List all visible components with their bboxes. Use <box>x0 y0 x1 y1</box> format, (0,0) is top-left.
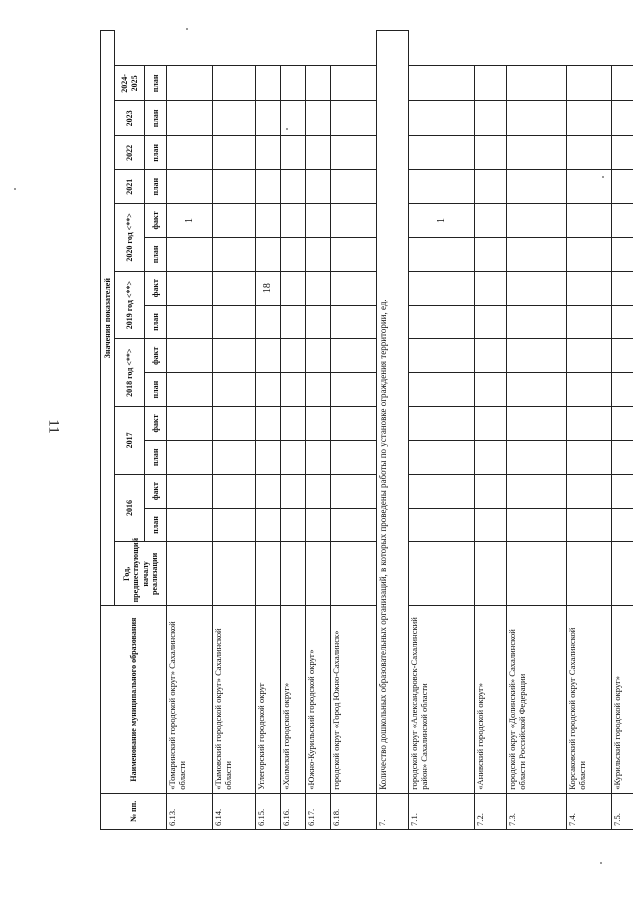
scan-speck <box>186 28 188 30</box>
value-2019-plan <box>612 305 633 339</box>
value-base-year <box>612 542 633 606</box>
value-2020-fact <box>306 204 331 238</box>
value-base-year <box>256 542 281 606</box>
value-2018-plan <box>409 373 475 407</box>
table-body-top <box>167 31 377 830</box>
value-2017-plan <box>256 440 281 474</box>
scan-speck <box>600 862 602 864</box>
value-2022-plan <box>567 136 612 170</box>
table-row <box>475 31 507 830</box>
table-row <box>306 31 331 830</box>
scan-speck <box>286 128 288 130</box>
header-fact: факт <box>145 204 167 238</box>
value-2018-fact <box>567 339 612 373</box>
value-2016-plan <box>306 508 331 542</box>
value-2021-plan <box>306 170 331 204</box>
value-2018-plan <box>256 373 281 407</box>
header-name: Наименование муниципального образования <box>101 606 167 793</box>
value-2019-fact <box>612 271 633 305</box>
row-number: 7.1. <box>409 793 475 829</box>
value-2019-fact <box>409 271 475 305</box>
row-number: 6.18. <box>331 793 377 829</box>
value-2019-fact <box>567 271 612 305</box>
value-2024-2025-plan <box>475 66 507 101</box>
header-year-2016: 2016 <box>115 474 145 542</box>
value-2021-plan <box>567 170 612 204</box>
value-2020-fact <box>331 204 377 238</box>
value-2016-fact <box>306 474 331 508</box>
value-2019-plan <box>567 305 612 339</box>
row-number: 6.15. <box>256 793 281 829</box>
municipality-name: «Томаринский городской округ» Сахалинской области <box>167 606 213 793</box>
value-2016-plan <box>567 508 612 542</box>
value-base-year <box>306 542 331 606</box>
value-2018-plan <box>167 373 213 407</box>
value-2024-2025-plan <box>331 66 377 101</box>
header-plan: план <box>145 440 167 474</box>
value-2019-plan <box>167 305 213 339</box>
value-2016-plan <box>256 508 281 542</box>
value-2020-plan <box>331 237 377 271</box>
value-2020-plan <box>281 237 306 271</box>
value-2019-fact <box>167 271 213 305</box>
header-plan: план <box>145 170 167 204</box>
value-2016-fact <box>475 474 507 508</box>
value-2016-fact <box>167 474 213 508</box>
value-2019-plan <box>256 305 281 339</box>
value-2018-fact <box>475 339 507 373</box>
value-2017-fact <box>409 407 475 441</box>
value-2021-plan <box>409 170 475 204</box>
value-2020-plan <box>507 237 567 271</box>
value-2017-plan <box>475 440 507 474</box>
value-2016-plan <box>612 508 633 542</box>
value-2017-plan <box>409 440 475 474</box>
value-2016-fact <box>507 474 567 508</box>
value-2022-plan <box>409 136 475 170</box>
value-2022-plan <box>213 136 256 170</box>
page-number: 11 <box>45 419 62 434</box>
value-2019-fact <box>213 271 256 305</box>
value-2016-fact <box>567 474 612 508</box>
value-2021-plan <box>331 170 377 204</box>
value-2017-plan <box>213 440 256 474</box>
value-2017-plan <box>567 440 612 474</box>
value-2019-plan <box>331 305 377 339</box>
header-plan: план <box>145 101 167 136</box>
value-2023-plan <box>281 101 306 136</box>
table-row <box>507 31 567 830</box>
value-2018-fact <box>507 339 567 373</box>
value-2017-plan <box>331 440 377 474</box>
value-2021-plan <box>167 170 213 204</box>
row-number: 7.3. <box>507 793 567 829</box>
section-7 <box>377 31 409 830</box>
row-number: 6.13. <box>167 793 213 829</box>
value-2018-fact <box>612 339 633 373</box>
value-2023-plan <box>167 101 213 136</box>
header-year-2024-2025: 2024-2025 <box>115 66 145 101</box>
header-plan: план <box>145 66 167 101</box>
municipality-name: Углегорский городской округ <box>256 606 281 793</box>
value-2018-plan <box>475 373 507 407</box>
value-2021-plan <box>256 170 281 204</box>
value-2020-fact <box>281 204 306 238</box>
value-base-year <box>331 542 377 606</box>
header-plan: план <box>145 373 167 407</box>
table-row <box>612 31 633 830</box>
value-2022-plan <box>507 136 567 170</box>
value-2018-fact <box>281 339 306 373</box>
value-2018-plan <box>331 373 377 407</box>
value-2018-plan <box>612 373 633 407</box>
value-2021-plan <box>475 170 507 204</box>
value-2024-2025-plan <box>306 66 331 101</box>
value-2020-plan <box>167 237 213 271</box>
value-2017-fact <box>306 407 331 441</box>
value-2017-fact <box>475 407 507 441</box>
header-fact: факт <box>145 271 167 305</box>
value-2023-plan <box>409 101 475 136</box>
municipality-name: «Холмский городской округ» <box>281 606 306 793</box>
table-row <box>281 31 306 830</box>
value-2023-plan <box>256 101 281 136</box>
section-title: Количество дошкольных образовательных организаций, в которых проведены работы по установке ограждения территории, ед. <box>377 31 409 794</box>
rotated-table-wrapper <box>100 30 622 830</box>
header-plan: план <box>145 237 167 271</box>
value-2022-plan <box>167 136 213 170</box>
value-2017-plan <box>507 440 567 474</box>
value-2024-2025-plan <box>612 66 633 101</box>
value-2019-plan <box>281 305 306 339</box>
table-row <box>409 31 475 830</box>
value-2016-plan <box>213 508 256 542</box>
header-year-2019: 2019 год <**> <box>115 271 145 339</box>
value-2023-plan <box>507 101 567 136</box>
value-2023-plan <box>612 101 633 136</box>
header-year-2018: 2018 год <**> <box>115 339 145 407</box>
value-2019-fact: 18 <box>256 271 281 305</box>
row-number: 7.2. <box>475 793 507 829</box>
table-row <box>213 31 256 830</box>
value-2017-fact <box>612 407 633 441</box>
value-2022-plan <box>256 136 281 170</box>
table-row <box>567 31 612 830</box>
header-fact: факт <box>145 407 167 441</box>
value-2019-plan <box>507 305 567 339</box>
value-2020-fact <box>567 204 612 238</box>
value-2020-plan <box>612 237 633 271</box>
header-year-2022: 2022 <box>115 136 145 170</box>
municipality-name: городской округ «Александровск-Сахалинский район» Сахалинской области <box>409 606 475 793</box>
value-2023-plan <box>331 101 377 136</box>
value-2024-2025-plan <box>409 66 475 101</box>
value-2020-fact <box>612 204 633 238</box>
value-2021-plan <box>612 170 633 204</box>
value-2018-plan <box>281 373 306 407</box>
header-base-year: Год, предшествующий началу реализации <box>115 542 167 606</box>
value-2019-plan <box>409 305 475 339</box>
value-2019-fact <box>331 271 377 305</box>
value-2018-fact <box>331 339 377 373</box>
value-2018-plan <box>507 373 567 407</box>
municipality-name: Корсаковский городской округ Сахалинской области <box>567 606 612 793</box>
value-2016-plan <box>409 508 475 542</box>
table-row <box>331 31 377 830</box>
value-2020-plan <box>409 237 475 271</box>
value-2019-fact <box>475 271 507 305</box>
section-num: 7. <box>377 793 409 829</box>
value-2020-fact <box>475 204 507 238</box>
value-2016-fact <box>281 474 306 508</box>
value-2020-plan <box>306 237 331 271</box>
value-2017-fact <box>256 407 281 441</box>
table-row <box>167 31 213 830</box>
value-2019-fact <box>507 271 567 305</box>
table-body-bottom <box>409 31 633 830</box>
value-2018-fact <box>306 339 331 373</box>
value-2017-plan <box>306 440 331 474</box>
value-2018-plan <box>306 373 331 407</box>
header-plan: план <box>145 136 167 170</box>
value-2020-plan <box>256 237 281 271</box>
value-2017-fact <box>567 407 612 441</box>
value-2024-2025-plan <box>167 66 213 101</box>
value-2019-plan <box>306 305 331 339</box>
value-base-year <box>507 542 567 606</box>
value-2022-plan <box>475 136 507 170</box>
value-2021-plan <box>213 170 256 204</box>
value-2019-fact <box>281 271 306 305</box>
header-fact: факт <box>145 474 167 508</box>
value-2020-fact: 1 <box>409 204 475 238</box>
value-2021-plan <box>281 170 306 204</box>
value-2020-fact: 1 <box>167 204 213 238</box>
value-base-year <box>281 542 306 606</box>
value-base-year <box>213 542 256 606</box>
header-year-2021: 2021 <box>115 170 145 204</box>
value-2024-2025-plan <box>507 66 567 101</box>
value-base-year <box>167 542 213 606</box>
value-2018-fact <box>256 339 281 373</box>
value-2017-fact <box>281 407 306 441</box>
row-number: 7.5. <box>612 793 633 829</box>
scan-speck <box>14 188 16 190</box>
value-2020-plan <box>475 237 507 271</box>
value-2024-2025-plan <box>213 66 256 101</box>
header-num: № пп. <box>101 793 167 829</box>
row-number: 6.16. <box>281 793 306 829</box>
value-2023-plan <box>213 101 256 136</box>
value-2016-plan <box>331 508 377 542</box>
header-year-2023: 2023 <box>115 101 145 136</box>
header-fact: факт <box>145 339 167 373</box>
header-plan: план <box>145 508 167 542</box>
value-2016-plan <box>507 508 567 542</box>
header-year-2017: 2017 <box>115 407 145 475</box>
value-2024-2025-plan <box>567 66 612 101</box>
value-2016-fact <box>612 474 633 508</box>
value-2018-fact <box>409 339 475 373</box>
value-2022-plan <box>331 136 377 170</box>
value-2016-fact <box>331 474 377 508</box>
scan-speck <box>602 176 604 178</box>
value-2017-fact <box>507 407 567 441</box>
row-number: 6.14. <box>213 793 256 829</box>
value-2020-plan <box>567 237 612 271</box>
value-2016-fact <box>213 474 256 508</box>
value-2016-fact <box>409 474 475 508</box>
value-2020-fact <box>256 204 281 238</box>
header-plan: план <box>145 305 167 339</box>
value-2017-plan <box>167 440 213 474</box>
indicators-table <box>100 30 633 830</box>
value-2019-plan <box>213 305 256 339</box>
header-values-title: Значения показателей <box>101 31 115 606</box>
municipality-name: «Южно-Курильский городской округ» <box>306 606 331 793</box>
value-2023-plan <box>567 101 612 136</box>
value-2018-plan <box>213 373 256 407</box>
value-2018-fact <box>213 339 256 373</box>
value-2024-2025-plan <box>256 66 281 101</box>
value-2024-2025-plan <box>281 66 306 101</box>
value-2016-plan <box>167 508 213 542</box>
value-2018-fact <box>167 339 213 373</box>
value-2016-plan <box>281 508 306 542</box>
row-number: 7.4. <box>567 793 612 829</box>
value-2021-plan <box>507 170 567 204</box>
value-2020-fact <box>507 204 567 238</box>
value-2017-fact <box>213 407 256 441</box>
value-base-year <box>409 542 475 606</box>
value-2017-fact <box>167 407 213 441</box>
value-2022-plan <box>281 136 306 170</box>
table-row <box>256 31 281 830</box>
value-2017-fact <box>331 407 377 441</box>
value-2017-plan <box>612 440 633 474</box>
municipality-name: «Тымовский городской округ» Сахалинской области <box>213 606 256 793</box>
value-2020-fact <box>213 204 256 238</box>
municipality-name: «Курильский городской округ» <box>612 606 633 793</box>
value-base-year <box>567 542 612 606</box>
value-2019-plan <box>475 305 507 339</box>
header-year-2020: 2020 год <**> <box>115 204 145 272</box>
value-2020-plan <box>213 237 256 271</box>
municipality-name: городской округ «Город Южно-Сахалинск» <box>331 606 377 793</box>
value-2018-plan <box>567 373 612 407</box>
value-base-year <box>475 542 507 606</box>
value-2023-plan <box>475 101 507 136</box>
value-2023-plan <box>306 101 331 136</box>
municipality-name: городской округ «Долинский» Сахалинской области Российской Федерации <box>507 606 567 793</box>
value-2022-plan <box>306 136 331 170</box>
value-2017-plan <box>281 440 306 474</box>
value-2016-fact <box>256 474 281 508</box>
value-2016-plan <box>475 508 507 542</box>
value-2022-plan <box>612 136 633 170</box>
municipality-name: «Анивский городской округ» <box>475 606 507 793</box>
row-number: 6.17. <box>306 793 331 829</box>
value-2019-fact <box>306 271 331 305</box>
